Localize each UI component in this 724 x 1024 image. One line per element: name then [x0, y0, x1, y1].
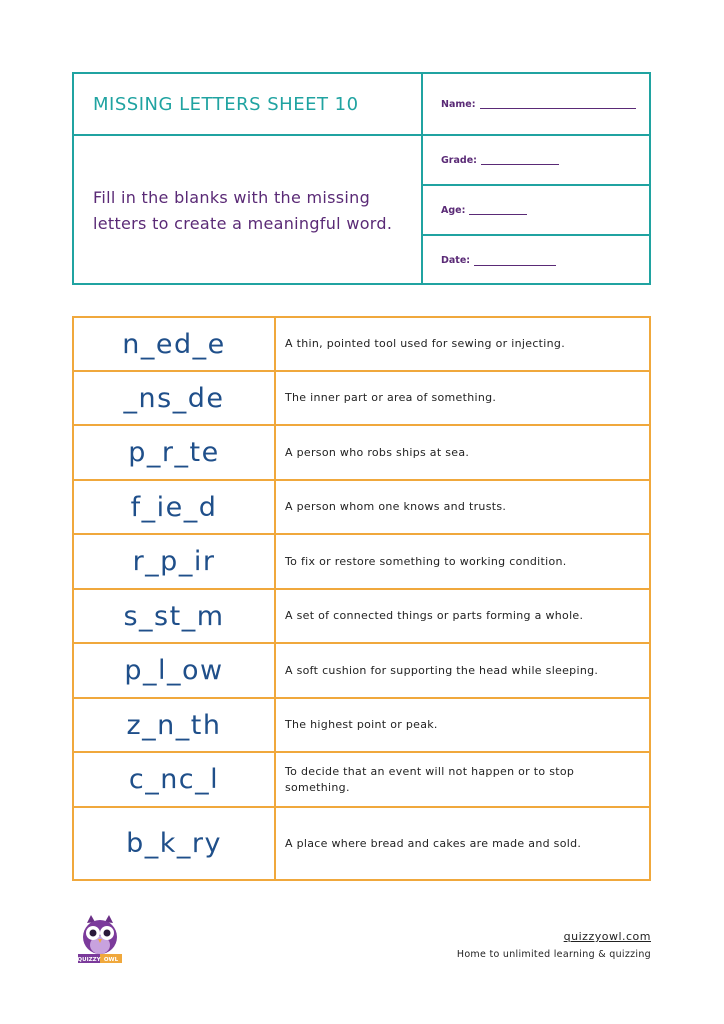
missing-letter-word: p_l_ow: [74, 644, 276, 697]
word-definition: The highest point or peak.: [285, 718, 438, 731]
word-definition: A set of connected things or parts forming a whole.: [285, 609, 584, 622]
table-row: [74, 372, 649, 426]
table-row: [74, 318, 649, 372]
brand-tagline: Home to unlimited learning & quizzing: [456, 949, 651, 960]
age-label: Age:: [441, 204, 466, 216]
missing-letter-word: s_st_m: [74, 590, 276, 642]
website-link[interactable]: quizzyowl.com: [563, 930, 651, 943]
name-field[interactable]: [423, 74, 649, 136]
missing-letter-word: c_nc_l: [74, 753, 276, 806]
table-row: [74, 481, 649, 535]
logo-text-quizzy: QUIZZY: [77, 957, 101, 963]
missing-letter-word: f_ie_d: [74, 481, 276, 533]
age-blank-line[interactable]: [469, 205, 527, 215]
word-definition: A place where bread and cakes are made and sold.: [285, 836, 582, 850]
missing-letter-word: b_k_ry: [74, 808, 276, 879]
table-row: [74, 753, 649, 808]
table-row: [74, 535, 649, 590]
instructions-text: Fill in the blanks with the missing letters to create a meaningful word.: [74, 136, 423, 285]
missing-letter-word: _ns_de: [74, 372, 276, 424]
word-definition: A person whom one knows and trusts.: [285, 500, 507, 513]
missing-letter-word: n_ed_e: [74, 318, 276, 370]
name-blank-line[interactable]: [480, 99, 636, 109]
word-definition: A soft cushion for supporting the head while sleeping.: [285, 663, 599, 677]
table-row: [74, 426, 649, 481]
missing-letter-word: r_p_ir: [74, 535, 276, 588]
date-field[interactable]: [423, 236, 649, 285]
word-definition: A person who robs ships at sea.: [285, 445, 470, 459]
owl-icon: [76, 914, 124, 966]
word-definition: To fix or restore something to working condition.: [285, 554, 567, 568]
missing-letter-word: z_n_th: [74, 699, 276, 751]
table-row: [74, 644, 649, 699]
words-table: [72, 316, 651, 881]
grade-blank-line[interactable]: [481, 155, 559, 165]
worksheet-header: [72, 72, 651, 285]
missing-letter-word: p_r_te: [74, 426, 276, 479]
logo-text-owl: OWL: [103, 957, 119, 963]
word-definition: A thin, pointed tool used for sewing or injecting.: [285, 337, 565, 350]
table-row: [74, 590, 649, 644]
date-blank-line[interactable]: [474, 256, 556, 266]
date-label: Date:: [441, 255, 471, 266]
table-row: [74, 699, 649, 753]
worksheet-title: MISSING LETTERS SHEET 10: [74, 74, 423, 136]
grade-label: Grade:: [441, 154, 477, 166]
word-definition: The inner part or area of something.: [285, 391, 497, 404]
word-definition: To decide that an event will not happen or to stop something.: [285, 764, 575, 794]
name-label: Name:: [441, 98, 476, 110]
table-row: [74, 808, 649, 879]
grade-field[interactable]: [423, 136, 649, 186]
quizzy-owl-logo: [76, 914, 124, 966]
age-field[interactable]: [423, 186, 649, 236]
